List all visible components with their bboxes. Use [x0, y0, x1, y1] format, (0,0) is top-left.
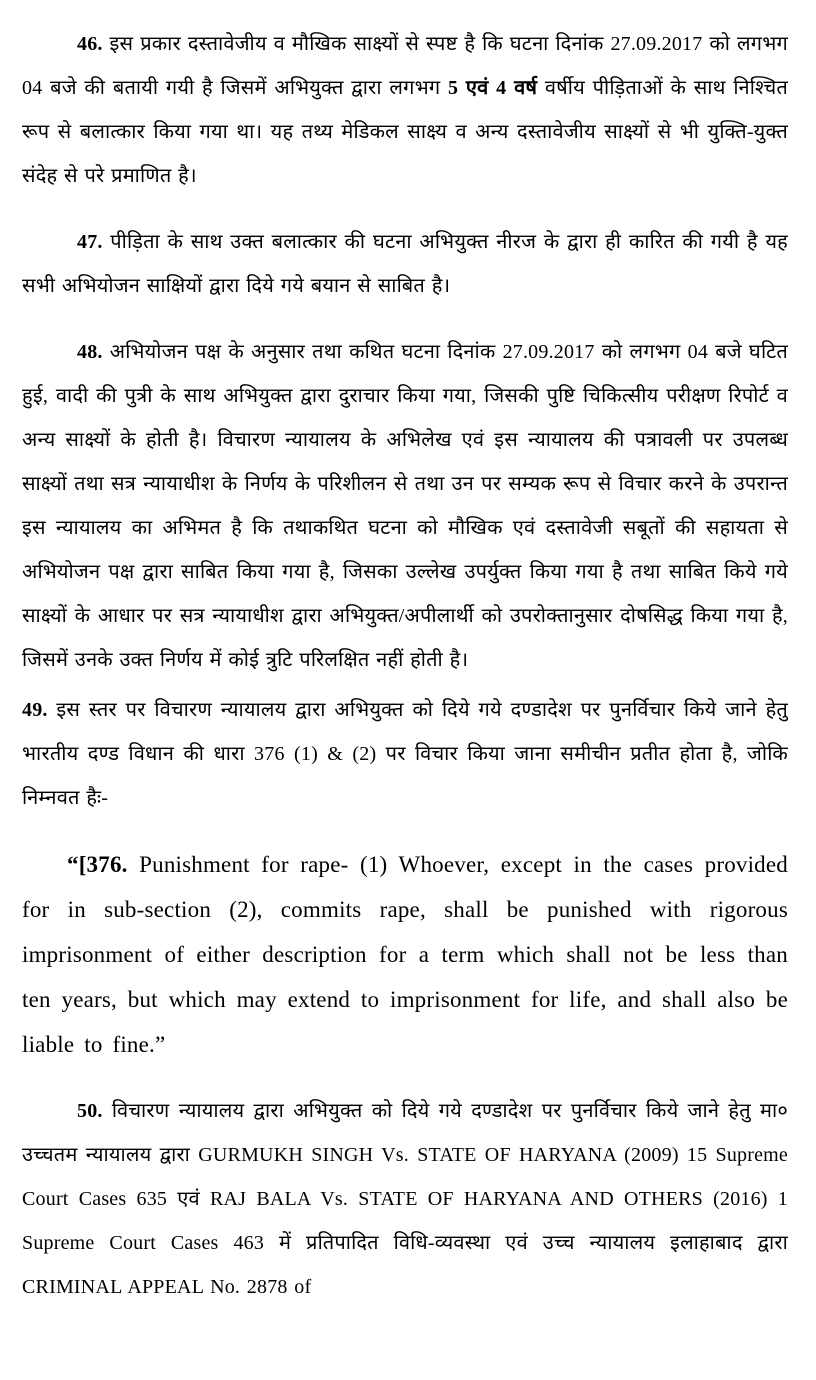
text-run: इस प्रकार दस्तावेजीय व मौखिक साक्ष्यों से स्पष्ट है कि घटना दिनांक 27.09.2017 को लगभग 04 बजे की बतायी गयी है जिसमें अभियुक्त द्वारा लगभग [22, 33, 788, 99]
text-run: अभियोजन पक्ष के अनुसार तथा कथित घटना दिनांक 27.09.2017 को लगभग 04 बजे घटित हुई, वादी की पुत्री के साथ अभियुक्त द्वारा दुराचार किया गया, जिसकी पुष्टि चिकित्सीय परीक्षण रिपोर्ट व अन्य साक्ष्यों के होती है। विचारण न्यायालय के अभिलेख एवं इस न्यायालय की पत्रावली पर उपलब्ध साक्ष्यों तथा सत्र न्यायाधीश के निर्णय के परिशीलन से तथा उन पर सम्यक रूप से विचार करने के उपरान्त इस न्यायालय का अभिमत है कि तथाकथित घटना को मौखिक एवं दस्तावेजी सबूतों की सहायता से अभियोजन पक्ष द्वारा साबित किया गया है, जिसका उल्लेख उपर्युक्त किया गया है तथा साबित किये गये साक्ष्यों के आधार पर सत्र न्यायाधीश द्वारा अभियुक्त/अपीलार्थी को उपरोक्तानुसार दोषसिद्ध किया गया है, जिसमें उनके उक्त निर्णय में कोई त्रुटि परिलक्षित नहीं होती है। [22, 341, 788, 671]
paragraph-50 [22, 1089, 788, 1309]
bold-text-run: 48. [77, 341, 110, 363]
paragraph-48 [22, 330, 788, 682]
bold-text-run: 50. [77, 1100, 112, 1122]
paragraph-quote-376 [22, 842, 788, 1067]
paragraph-46 [22, 22, 788, 198]
text-run: विचारण न्यायालय द्वारा अभियुक्त को दिये गये दण्डादेश पर पुनर्विचार किये जाने हेतु मा० उच्चतम न्यायालय द्वारा GURMUKH SINGH Vs. STATE OF HARYANA (2009) 15 Supreme Court Cases 635 एवं RAJ BALA Vs. STATE OF HARYANA AND OTHERS (2016) 1 Supreme Court Cases 463 में प्रतिपादित विधि-व्यवस्था एवं उच्च न्यायालय इलाहाबाद द्वारा CRIMINAL APPEAL No. 2878 of [22, 1100, 788, 1298]
text-run: Punishment for rape- (1) Whoever, except in the cases provided for in sub-section (2), commits rape, shall be punished with rigorous imprisonment of either description for a term which shall not be less than ten years, but which may extend to imprisonment for life, and shall also be liable to fine.” [22, 852, 788, 1057]
bold-text-run: 47. [77, 231, 111, 253]
text-run: इस स्तर पर विचारण न्यायालय द्वारा अभियुक्त को दिये गये दण्डादेश पर पुनर्विचार किये जाने हेतु भारतीय दण्ड विधान की धारा 376 (1) & (2) पर विचार किया जाना समीचीन प्रतीत होता है, जोकि निम्नवत हैः- [22, 699, 788, 809]
bold-text-run: 46. [77, 33, 110, 55]
text-run: वर्षीय पीड़िताओं के साथ निश्चित रूप से बलात्कार किया गया था। यह तथ्य मेडिकल साक्ष्य व अन्य दस्तावेजीय साक्ष्यों से भी युक्ति-युक्त संदेह से परे प्रमाणित है। [22, 77, 788, 187]
bold-text-run: 49. [22, 699, 57, 721]
bold-text-run: “[376. [67, 852, 128, 877]
bold-text-run: 5 एवं 4 वर्ष [448, 77, 538, 99]
paragraph-49 [22, 688, 788, 820]
paragraph-47 [22, 220, 788, 308]
text-run: पीड़िता के साथ उक्त बलात्कार की घटना अभियुक्त नीरज के द्वारा ही कारित की गयी है यह सभी अभियोजन साक्षियों द्वारा दिये गये बयान से साबित है। [22, 231, 788, 297]
